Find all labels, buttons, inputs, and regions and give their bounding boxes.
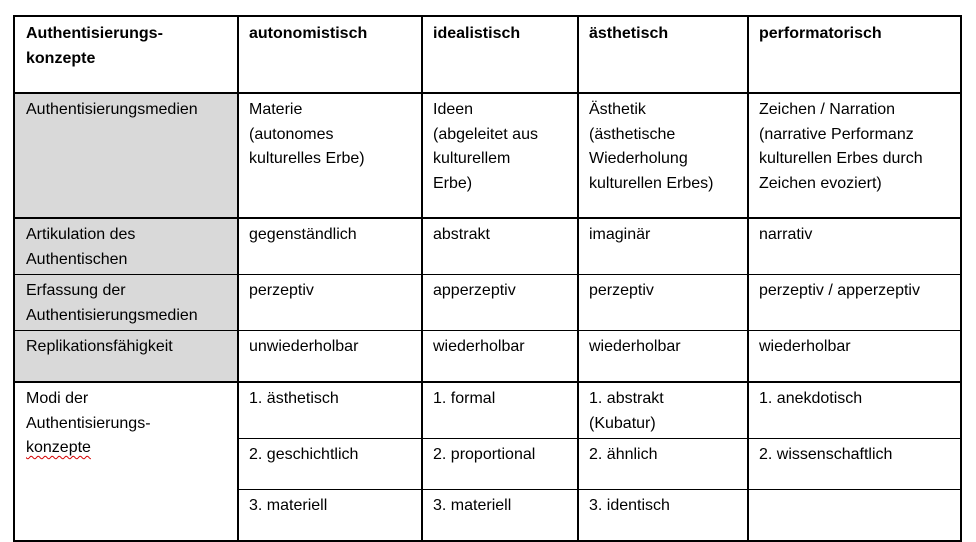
table-cell: wiederholbar (422, 331, 578, 383)
column-header-aesthetisch: ästhetisch (578, 16, 748, 93)
table-cell (748, 93, 961, 218)
table-cell: imaginär (578, 218, 748, 275)
cell-line: 1. anekdotisch (759, 390, 863, 407)
row-label-medien (14, 93, 238, 218)
table-cell: abstrakt (422, 218, 578, 275)
cell-line: Ästhetik (589, 101, 646, 118)
row-label-modi (14, 382, 238, 541)
table-cell (578, 439, 748, 490)
table-row-replikation (14, 331, 961, 383)
cell-line: 1. ästhetisch (249, 390, 339, 407)
cell-line: 1. formal (433, 390, 496, 407)
table-cell: wiederholbar (748, 331, 961, 383)
row-label-line: Authentischen (26, 250, 128, 268)
row-label-line: Authentisierungs- (26, 414, 151, 432)
cell-line: (narrative Performanz (759, 125, 914, 143)
row-label-line: Modi der (26, 390, 89, 407)
cell-line: kulturellen Erbes durch (759, 150, 923, 167)
table-cell (422, 93, 578, 218)
table-cell (748, 439, 961, 490)
cell-line: 1. abstrakt (589, 390, 664, 407)
cell-line: kulturellen Erbes) (589, 174, 714, 192)
cell-line: 2. ähnlich (589, 446, 658, 463)
column-header-autonomistisch: autonomistisch (238, 16, 422, 93)
header-row-label-line: Authentisierungs- (26, 25, 163, 42)
row-label-line: Authentisierungsmedien (26, 101, 198, 118)
row-label-line: Artikulation des (26, 226, 136, 243)
table-cell (422, 382, 578, 439)
row-label-erfassung (14, 275, 238, 331)
cell-line: (autonomes (249, 125, 334, 143)
table-cell: gegenständlich (238, 218, 422, 275)
cell-line: kulturelles Erbe) (249, 150, 365, 167)
cell-line: Materie (249, 101, 303, 118)
row-label-line: Erfassung der (26, 282, 126, 299)
table-row-erfassung (14, 275, 961, 331)
table-cell (748, 490, 961, 542)
cell-line: 2. wissenschaftlich (759, 446, 893, 463)
cell-line: 3. identisch (589, 497, 670, 514)
cell-line: 2. geschichtlich (249, 446, 359, 463)
row-label-line: Replikationsfähigkeit (26, 338, 173, 355)
table-cell (238, 93, 422, 218)
cell-line: (ästhetische (589, 125, 676, 143)
cell-line: (abgeleitet aus (433, 125, 538, 143)
table-cell (238, 490, 422, 542)
table-cell (238, 439, 422, 490)
row-label-artikulation (14, 218, 238, 275)
cell-line: kulturellem (433, 150, 511, 167)
table-cell (238, 382, 422, 439)
cell-line: Ideen (433, 101, 474, 118)
table-row-artikulation (14, 218, 961, 275)
cell-line: (Kubatur) (589, 414, 656, 432)
table-cell: apperzeptiv (422, 275, 578, 331)
column-header-performatorisch: performatorisch (748, 16, 961, 93)
table-cell (748, 382, 961, 439)
header-row-label-cell (14, 16, 238, 93)
column-header-idealistisch: idealistisch (422, 16, 578, 93)
table-cell (578, 382, 748, 439)
table-cell (578, 490, 748, 542)
cell-line: 3. materiell (433, 497, 512, 514)
cell-line: 2. proportional (433, 446, 536, 463)
table-cell: unwiederholbar (238, 331, 422, 383)
document-page (13, 15, 960, 520)
table-header-row (14, 16, 961, 93)
table-cell: perzeptiv / apperzeptiv (748, 275, 961, 331)
table-row-modi (14, 382, 961, 439)
table-cell (422, 439, 578, 490)
table-cell (578, 93, 748, 218)
row-label-line: Authentisierungsmedien (26, 306, 198, 324)
cell-line: Zeichen / Narration (759, 101, 896, 118)
cell-line: Wiederholung (589, 150, 688, 167)
row-label-line: konzepte (26, 439, 91, 456)
table-cell: perzeptiv (578, 275, 748, 331)
table-row-medien (14, 93, 961, 218)
cell-line: Zeichen evoziert) (759, 174, 882, 192)
header-row-label-line: konzepte (26, 49, 96, 67)
row-label-replikation (14, 331, 238, 383)
table-cell: perzeptiv (238, 275, 422, 331)
table-cell: wiederholbar (578, 331, 748, 383)
authentisierungskonzepte-table (13, 15, 962, 542)
cell-line: Erbe) (433, 174, 473, 192)
cell-line: 3. materiell (249, 497, 328, 514)
table-cell (422, 490, 578, 542)
table-cell: narrativ (748, 218, 961, 275)
